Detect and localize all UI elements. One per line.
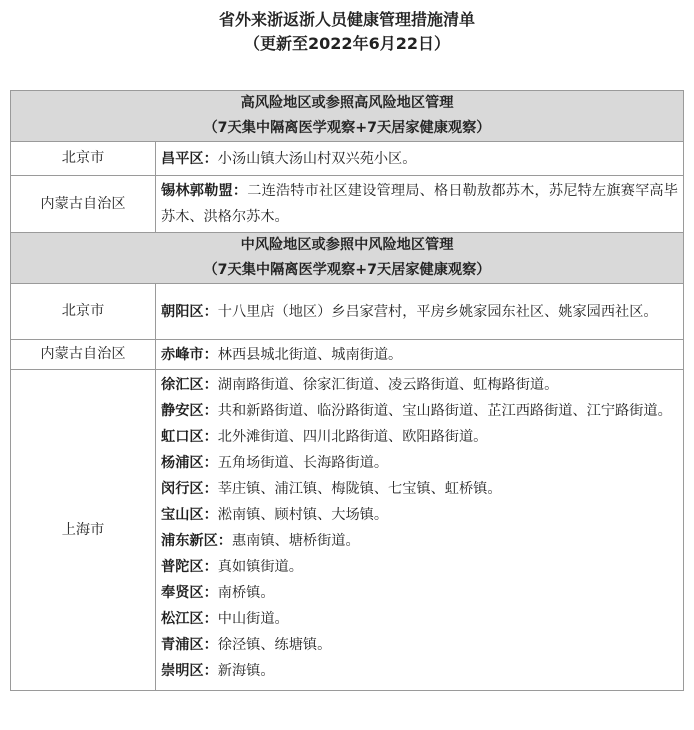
title-date: （更新至2022年6月22日） [244, 34, 450, 53]
area-list: 莘庄镇、浦江镇、梅陇镇、七宝镇、虹桥镇。 [217, 481, 502, 497]
area-list: 五角场街道、长海路街道。 [217, 455, 389, 471]
area-list: 新海镇。 [217, 663, 275, 679]
list-item [161, 658, 678, 684]
high-risk-header-row [11, 91, 684, 142]
list-item [161, 528, 678, 554]
area-list: 小汤山镇大汤山村双兴苑小区。 [217, 150, 417, 167]
areas-cell [156, 176, 684, 233]
list-item [161, 632, 678, 658]
area-list: 中山街道。 [217, 611, 289, 627]
list-item [161, 450, 678, 476]
district-label: 徐汇区： [161, 377, 218, 393]
district-label: 静安区： [161, 403, 218, 419]
table-row [11, 142, 684, 176]
district-label: 杨浦区： [161, 455, 218, 471]
district-label: 虹口区： [161, 429, 218, 445]
medium-risk-heading-measures: （7天集中隔离医学观察+7天居家健康观察） [203, 262, 491, 278]
medium-risk-header-row [11, 233, 684, 284]
high-risk-heading-measures: （7天集中隔离医学观察+7天居家健康观察） [203, 120, 491, 136]
areas-cell [156, 284, 684, 340]
area-list: 十八里店（地区）乡吕家营村，平房乡姚家园东社区、姚家园西社区。 [217, 303, 658, 320]
province-cell: 北京市 [11, 284, 156, 340]
province-cell: 上海市 [11, 370, 156, 691]
list-item [161, 554, 678, 580]
district-label: 闵行区： [161, 481, 218, 497]
list-item [161, 580, 678, 606]
area-list: 林西县城北街道、城南街道。 [217, 346, 403, 363]
area-list: 真如镇街道。 [217, 559, 303, 575]
list-item [161, 424, 678, 450]
table-row [11, 370, 684, 691]
district-label: 锡林郭勒盟： [161, 183, 248, 199]
area-list: 湖南路街道、徐家汇街道、凌云路街道、虹梅路街道。 [217, 377, 559, 393]
high-risk-heading-title: 高风险地区或参照高风险地区管理 [240, 95, 454, 111]
area-list: 惠南镇、塘桥街道。 [231, 533, 360, 549]
medium-risk-heading-title: 中风险地区或参照中风险地区管理 [240, 237, 454, 253]
areas-cell [156, 370, 684, 691]
table-row [11, 340, 684, 370]
district-label: 朝阳区： [161, 303, 218, 320]
areas-cell [156, 142, 684, 176]
areas-cell [156, 340, 684, 370]
district-label: 普陀区： [161, 559, 218, 575]
area-list: 南桥镇。 [217, 585, 275, 601]
medium-risk-heading [11, 233, 684, 284]
high-risk-heading [11, 91, 684, 142]
table-row [11, 284, 684, 340]
area-list: 北外滩街道、四川北路街道、欧阳路街道。 [217, 429, 488, 445]
risk-area-table [10, 90, 684, 691]
area-list: 二连浩特市社区建设管理局、格日勒敖都苏木，苏尼特左旗赛罕高毕苏木、洪格尔苏木。 [161, 183, 678, 225]
district-label: 松江区： [161, 611, 218, 627]
district-label: 奉贤区： [161, 585, 218, 601]
area-list: 淞南镇、顾村镇、大场镇。 [217, 507, 389, 523]
province-cell: 北京市 [11, 142, 156, 176]
title-main: 省外来浙返浙人员健康管理措施清单 [218, 10, 475, 29]
list-item [161, 476, 678, 502]
district-label: 崇明区： [161, 663, 218, 679]
list-item [161, 398, 678, 424]
district-label: 赤峰市： [161, 346, 218, 363]
document-title [0, 8, 694, 56]
area-list: 徐泾镇、练塘镇。 [217, 637, 332, 653]
list-item [161, 502, 678, 528]
province-cell: 内蒙古自治区 [11, 176, 156, 233]
area-list: 共和新路街道、临汾路街道、宝山路街道、芷江西路街道、江宁路街道。 [217, 403, 672, 419]
list-item [161, 606, 678, 632]
district-label: 宝山区： [161, 507, 218, 523]
district-label: 昌平区： [161, 150, 218, 167]
province-cell: 内蒙古自治区 [11, 340, 156, 370]
list-item [161, 372, 678, 398]
district-label: 浦东新区： [161, 533, 232, 549]
district-label: 青浦区： [161, 637, 218, 653]
table-row [11, 176, 684, 233]
